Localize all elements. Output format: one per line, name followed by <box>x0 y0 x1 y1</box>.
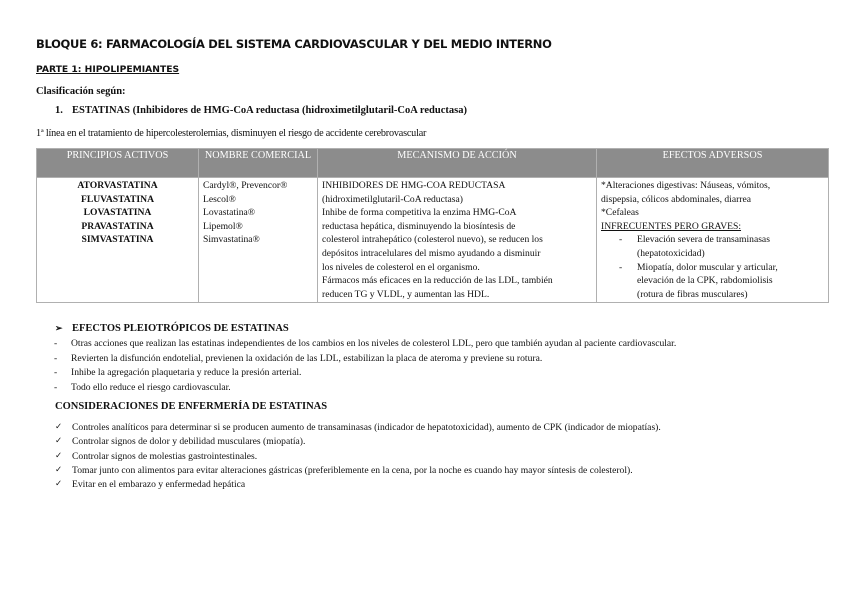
classification-label: Clasificación según: <box>36 86 126 97</box>
rare-effect-line: Miopatía, dolor muscular y articular, <box>637 261 778 273</box>
list-item <box>36 422 661 436</box>
rare-effect-line: Elevación severa de transaminasas <box>637 234 770 246</box>
mechanism-line: colesterol intrahepático (colesterol nuevo), se reducen los <box>322 234 543 246</box>
table-header-row <box>37 149 829 178</box>
adverse-line: *Cefaleas <box>601 207 639 219</box>
brands-cell <box>199 178 318 303</box>
pleiotropic-title: EFECTOS PLEIOTRÓPICOS DE ESTATINAS <box>72 323 289 334</box>
pleiotropic-list <box>36 338 676 396</box>
mechanism-cell <box>318 178 597 303</box>
adverse-line: *Alteraciones digestivas: Náuseas, vómitos, <box>601 180 771 191</box>
mechanism-line: (hidroximetilglutaril-CoA reductasa) <box>322 193 463 205</box>
principle-item: PRAVASTATINA <box>81 220 154 232</box>
list-item <box>36 353 676 368</box>
document-title: BLOQUE 6: FARMACOLOGÍA DEL SISTEMA CARDIOVASCULAR Y DEL MEDIO INTERNO <box>36 37 552 51</box>
check-icon: ✓ <box>55 450 63 461</box>
rare-effect-item <box>601 233 824 260</box>
rare-effect-line: (rotura de fibras musculares) <box>637 288 748 300</box>
principles-cell <box>37 178 199 303</box>
check-icon: ✓ <box>55 479 63 490</box>
list-item <box>36 465 661 479</box>
header-principles: PRINCIPIOS ACTIVOS <box>37 149 199 178</box>
section-heading <box>55 105 467 116</box>
nursing-list <box>36 422 661 493</box>
principle-item: ATORVASTATINA <box>77 180 158 191</box>
statins-table <box>36 148 829 303</box>
check-icon: ✓ <box>55 422 63 432</box>
mechanism-line: depósitos intracelulares del mismo ayudando a disminuir <box>322 247 541 259</box>
principle-item: LOVASTATINA <box>83 207 152 219</box>
mechanism-line: INHIBIDORES DE HMG-COA REDUCTASA <box>322 180 506 191</box>
list-item <box>36 479 661 493</box>
mechanism-line: Inhibe de forma competitiva la enzima HMG-CoA <box>322 207 517 219</box>
dash-marker: - <box>54 352 58 364</box>
list-item <box>36 367 676 382</box>
list-item-text: Controlar signos de molestias gastrointestinales. <box>72 450 258 462</box>
intro-text: 1ª línea en el tratamiento de hipercolesterolemias, disminuyen el riesgo de accidente cerebrovascular <box>36 128 427 139</box>
header-brand: NOMBRE COMERCIAL <box>199 149 318 178</box>
dash-marker: - <box>54 381 58 393</box>
mechanism-line: los niveles de colesterol en el organismo. <box>322 261 480 273</box>
list-item-text: Controlar signos de dolor y debilidad musculares (miopatía). <box>72 436 306 448</box>
nursing-heading: CONSIDERACIONES DE ENFERMERÍA DE ESTATINAS <box>55 401 328 412</box>
header-adverse: EFECTOS ADVERSOS <box>597 149 829 178</box>
header-mechanism: MECANISMO DE ACCIÓN <box>318 149 597 178</box>
principle-item: SIMVASTATINA <box>81 234 154 246</box>
dash-marker: - <box>619 234 623 246</box>
rare-effects-title: INFRECUENTES PERO GRAVES: <box>601 220 742 232</box>
list-item-text: Inhibe la agregación plaquetaria y reduce la presión arterial. <box>71 367 302 378</box>
brand-item: Cardyl®, Prevencor® <box>203 180 288 191</box>
brand-item: Simvastatina® <box>203 234 260 246</box>
mechanism-line: reductasa hepática, disminuyendo la biosíntesis de <box>322 220 516 232</box>
section-number: 1. <box>55 105 63 116</box>
list-item <box>36 382 676 397</box>
table-row <box>37 178 829 303</box>
list-item-text: Evitar en el embarazo y enfermedad hepática <box>72 479 246 491</box>
brand-item: Lescol® <box>203 193 236 205</box>
list-item-text: Revierten la disfunción endotelial, previenen la oxidación de las LDL, estabilizan la placa de ateroma y previene su rotura. <box>71 352 543 364</box>
rare-effect-item <box>601 261 824 302</box>
part-heading: PARTE 1: HIPOLIPEMIANTES <box>36 64 180 75</box>
dash-marker: - <box>54 367 58 378</box>
list-item-text: Todo ello reduce el riesgo cardiovascular. <box>71 381 231 393</box>
mechanism-line: reducen TG y VLDL, y aumentan las HDL. <box>322 288 490 300</box>
list-item <box>36 436 661 450</box>
list-item-text: Tomar junto con alimentos para evitar alteraciones gástricas (preferiblemente en la cena, por la noche es cuando hay mayor síntesis de colesterol). <box>72 464 633 476</box>
brand-item: Lovastatina® <box>203 207 256 219</box>
dash-marker: - <box>619 261 623 273</box>
adverse-cell <box>597 178 829 303</box>
rare-effect-line: elevación de la CPK, rabdomiolisis <box>637 275 773 287</box>
list-item-text: Otras acciones que realizan las estatinas independientes de los cambios en los niveles de colesterol LDL, pero que también ayudan al paciente cardiovascular. <box>71 338 677 349</box>
rare-effect-line: (hepatotoxicidad) <box>637 247 705 259</box>
list-item <box>36 338 676 353</box>
section-title: ESTATINAS (Inhibidores de HMG-CoA reductasa (hidroximetilglutaril-CoA reductasa) <box>72 105 467 116</box>
check-icon: ✓ <box>55 436 63 447</box>
pleiotropic-heading <box>55 323 289 334</box>
principle-item: FLUVASTATINA <box>80 193 155 205</box>
dash-marker: - <box>54 338 58 349</box>
adverse-line: dispepsia, cólicos abdominales, diarrea <box>601 193 751 205</box>
list-item-text: Controles analíticos para determinar si se producen aumento de transaminasas (indicador de hepatotoxicidad), aumento de CPK (indicador de miopatías). <box>72 422 661 433</box>
list-item <box>36 451 661 465</box>
check-icon: ✓ <box>55 464 63 475</box>
brand-item: Lipemol® <box>203 220 243 232</box>
arrow-bullet-icon: ➢ <box>55 323 63 333</box>
mechanism-line: Fármacos más eficaces en la reducción de las LDL, también <box>322 275 553 287</box>
rare-effects-list <box>601 233 824 301</box>
